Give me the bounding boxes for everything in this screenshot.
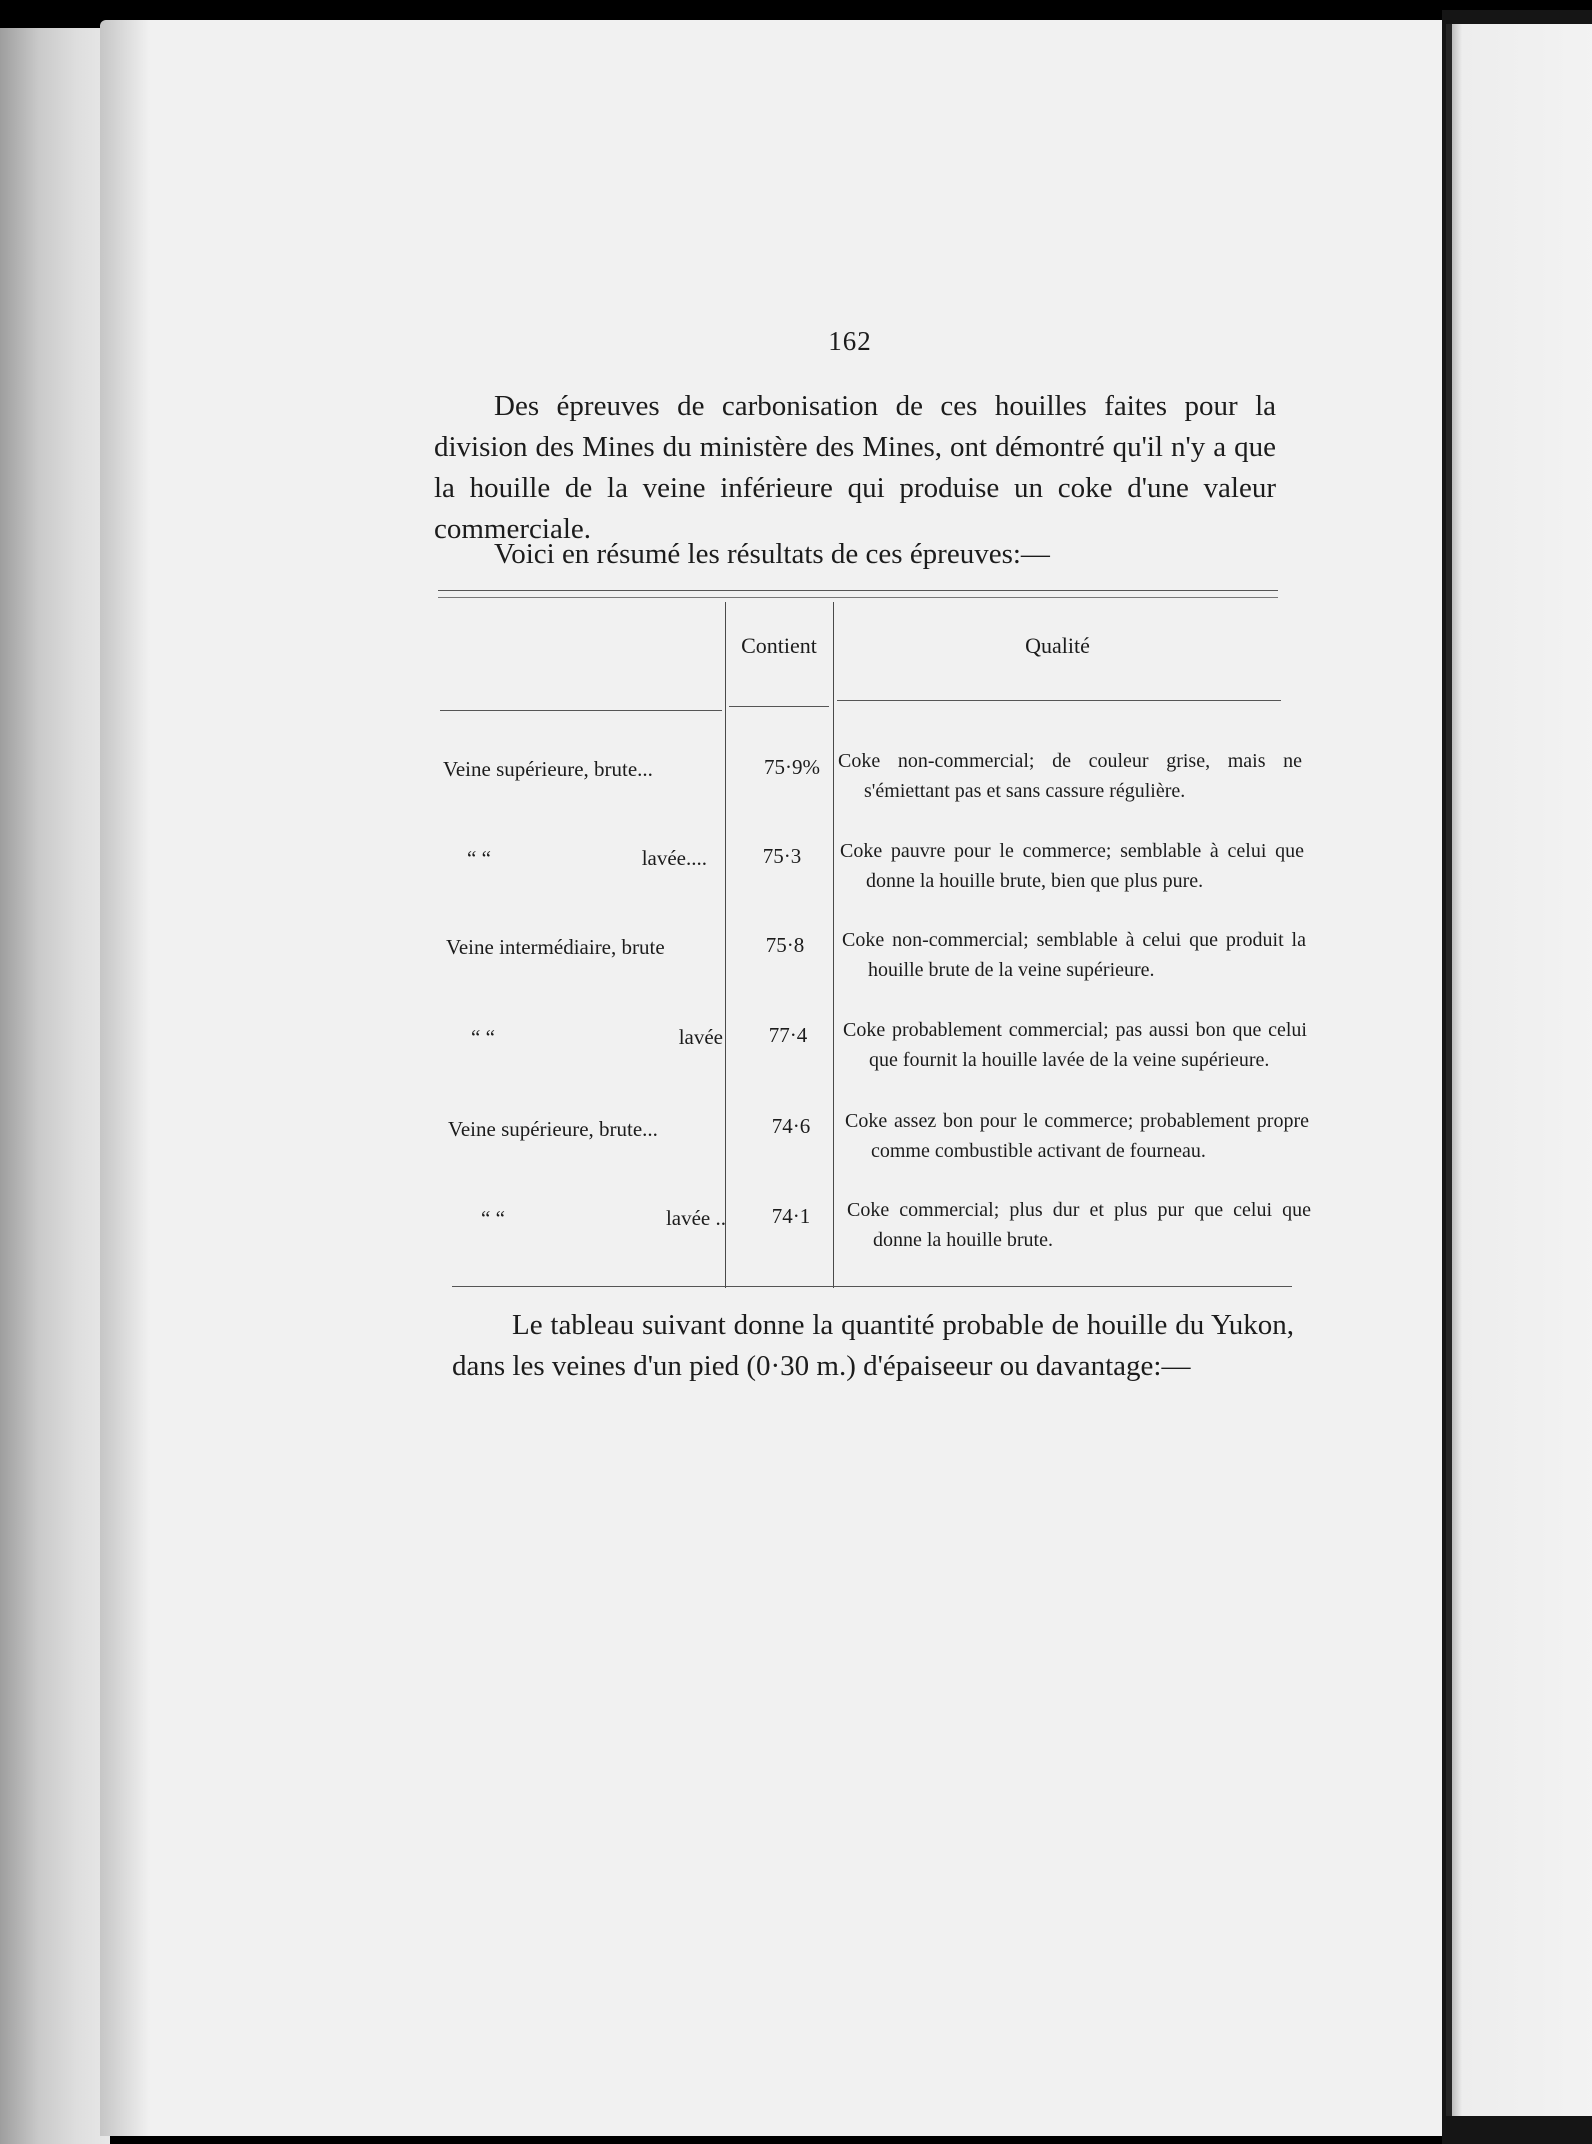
header-rule-label — [440, 710, 722, 711]
row-quality: Coke assez bon pour le commerce; probablement propre comme combustible activant de fourneau. — [845, 1110, 1309, 1162]
row-label-ditto — [467, 846, 707, 871]
page-stack-edge — [0, 28, 110, 2144]
table-bottom-rule — [452, 1286, 1292, 1287]
row-quality: Coke non-commercial; de couleur grise, mais ne s'émiettant pas et sans cassure régulière. — [838, 750, 1302, 802]
page-shadow — [100, 20, 150, 2136]
row-label-ditto — [481, 1206, 726, 1231]
row-label: lavée.... — [641, 846, 707, 870]
row-value: 75·3 — [762, 844, 802, 868]
table-top-rule-2 — [438, 597, 1278, 598]
row-value: 74·6 — [771, 1114, 811, 1138]
row-label-ditto — [471, 1025, 723, 1050]
row-label: Veine supérieure, brute... — [443, 757, 653, 781]
row-value: 75·9% — [764, 755, 820, 779]
row-value: 74·1 — [771, 1204, 811, 1228]
column-separator-2 — [833, 602, 834, 1288]
ditto-marks: “ “ — [481, 1206, 505, 1230]
paragraph-intro: Des épreuves de carbonisation de ces houilles faites pour la division des Mines du ministère des Mines, ont démontré qu'il n'y a que la houille de la veine inférieure qui produise un coke d'une valeur commerciale. — [434, 390, 1276, 545]
row-value: 75·8 — [765, 933, 805, 957]
row-label: Veine supérieure, brute... — [448, 1117, 658, 1141]
paragraph-summary: Voici en résumé les résultats de ces épreuves:— — [494, 538, 1050, 570]
book-page — [100, 20, 1442, 2136]
row-label: lavée — [678, 1025, 723, 1049]
column-header-contient: Contient — [741, 633, 817, 658]
column-separator-1 — [725, 602, 726, 1288]
ditto-marks: “ “ — [471, 1025, 495, 1049]
row-label: lavée .. — [665, 1206, 726, 1230]
row-value: 77·4 — [768, 1023, 808, 1047]
page-number: 162 — [828, 326, 872, 356]
header-rule-contient — [729, 706, 829, 707]
header-rule-qualite — [837, 700, 1281, 701]
row-quality: Coke pauvre pour le commerce; semblable à celui que donne la houille brute, bien que plus pure. — [840, 840, 1304, 892]
row-quality: Coke commercial; plus dur et plus pur que celui que donne la houille brute. — [847, 1199, 1311, 1251]
ditto-marks: “ “ — [467, 846, 491, 870]
facing-page — [1446, 24, 1592, 2116]
row-label: Veine intermédiaire, brute — [446, 935, 665, 959]
paragraph-next-table-intro: Le tableau suivant donne la quantité probable de houille du Yukon, dans les veines d'un pied (0·30 m.) d'épaiseeur ou davantage:— — [452, 1309, 1294, 1382]
table-top-rule — [438, 590, 1278, 591]
row-quality: Coke non-commercial; semblable à celui que produit la houille brute de la veine supérieure. — [842, 929, 1306, 981]
column-header-qualite: Qualité — [1025, 633, 1090, 658]
row-quality: Coke probablement commercial; pas aussi bon que celui que fournit la houille lavée de la veine supérieure. — [843, 1019, 1307, 1071]
